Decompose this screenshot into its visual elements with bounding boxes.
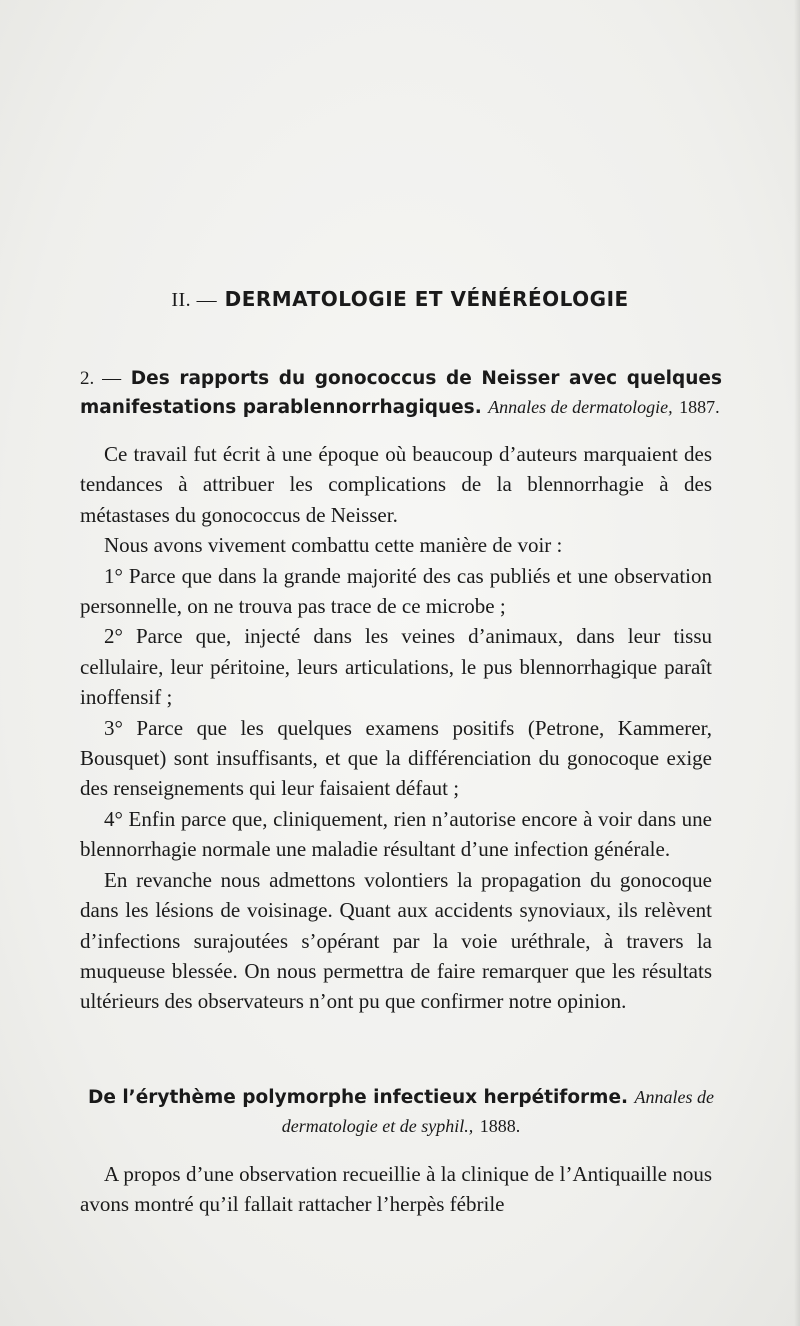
entry-year: 1887. xyxy=(679,397,720,417)
paragraph: Nous avons vivement combattu cette manière de voir : xyxy=(104,533,563,558)
paragraph: 1° Parce que dans la grande majorité des cas publiés et une observation personnelle, on ne trouva pas trace de ce microbe ; xyxy=(80,563,712,619)
paragraph: Ce travail fut écrit à une époque où beaucoup d’auteurs marquaient des tendances à attribuer les complications de la blennorrhagie à des métastases du gonococcus de Neisser. xyxy=(80,442,712,527)
entry-number: 2. — xyxy=(80,368,122,389)
paragraph: En revanche nous admettons volontiers la propagation du gonocoque dans les lésions de voisinage. Quant aux accidents synoviaux, ils relèvent d’infections surajoutées s’opérant par la voie uréthrale, à travers la muqueuse blessée. On nous permettra de faire remarquer que les résultats ultérieurs des observateurs n’ont pu que confirmer notre opinion. xyxy=(80,867,712,1014)
entry-body-erytheme xyxy=(80,1159,712,1220)
page-edge-shadow xyxy=(794,0,800,1326)
paragraph: 4° Enfin parce que, cliniquement, rien n’autorise encore à voir dans une blennorrhagie normale une maladie résultant d’une infection générale. xyxy=(80,806,712,862)
paragraph: A propos d’une observation recueillie à la clinique de l’Antiquaille nous avons montré qu’il fallait rattacher l’herpès fébrile xyxy=(80,1162,712,1217)
entry-journal: Annales de dermatologie et de syphil., xyxy=(281,1087,714,1136)
paragraph: 3° Parce que les quelques examens positifs (Petrone, Kammerer, Bousquet) sont insuffisants, et que la différenciation du gonocoque exige des renseignements qui leur faisaient défaut ; xyxy=(80,715,712,801)
entry-journal: Annales de dermatologie, xyxy=(488,397,673,417)
entry-heading-gonococcus xyxy=(80,365,722,422)
paragraph: 2° Parce que, injecté dans les veines d’animaux, dans leur tissu cellulaire, leur péritoine, leurs articulations, le pus blennorrhagique paraît inoffensif ; xyxy=(80,624,712,710)
entry-heading-erytheme xyxy=(80,1083,722,1141)
section-number: II. — xyxy=(171,289,218,311)
entry-title: Des rapports du gonococcus de Neisser avec quelques manifestations parablennorrhagiques. xyxy=(80,368,722,418)
entry-title: De l’érythème polymorphe infectieux herpétiforme. xyxy=(88,1087,629,1108)
entry-year: 1888. xyxy=(479,1116,521,1136)
section-title: DERMATOLOGIE ET VÉNÉRÉOLOGIE xyxy=(224,287,629,311)
entry-body-gonococcus xyxy=(80,439,712,1017)
section-heading xyxy=(0,287,800,312)
